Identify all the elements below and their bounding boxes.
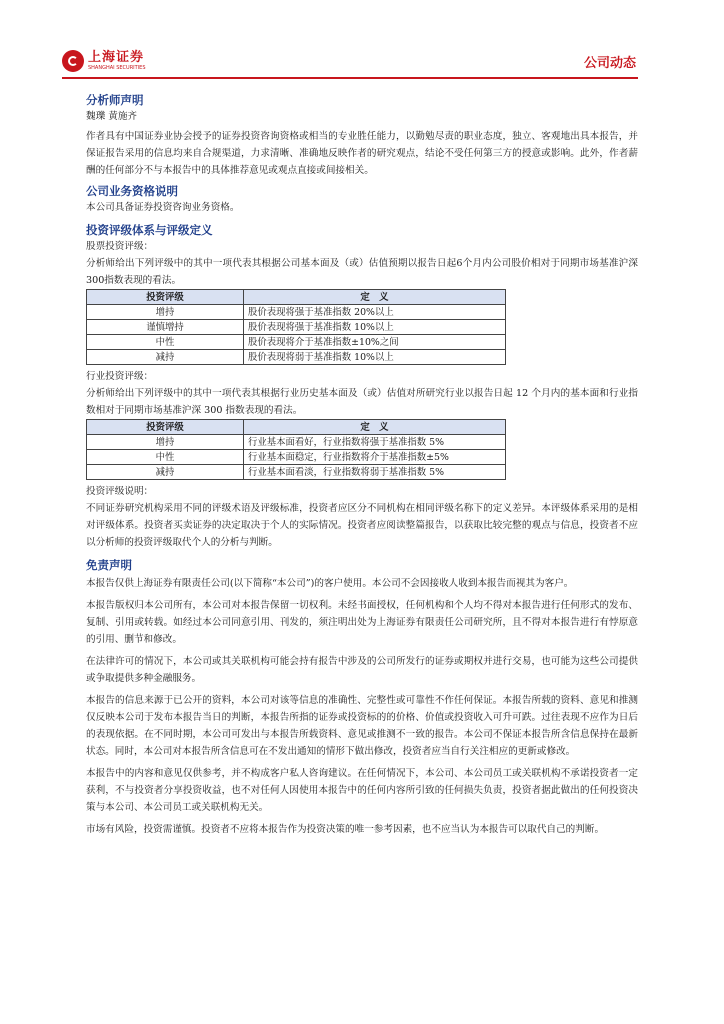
industry-rating-label: 行业投资评级： (86, 371, 154, 382)
table-header-rating: 投资评级 (87, 290, 244, 305)
disclaimer-paragraph: 本报告中的内容和意见仅供参考，并不构成客户私人咨询建议。在任何情况下，本公司、本公司员工或关联机构不承诺投资者一定获利，不与投资者分享投资收益，也不对任何人因使用本报告中的任何内容所引致的任何损失负责，投资者据此做出的任何投资决策与本公司、本公司员工或关联机构无关。 (86, 768, 638, 813)
disclaimer-paragraph: 本报告仅供上海证券有限责任公司(以下简称“本公司”)的客户使用。本公司不会因接收人收到本报告而视其为客户。 (86, 578, 574, 589)
rating-system-heading: 投资评级体系与评级定义 (86, 223, 213, 237)
qualification-heading: 公司业务资格说明 (86, 184, 178, 198)
table-row (87, 465, 506, 480)
stock-rating-table (86, 289, 506, 365)
qualification-text: 本公司具备证券投资咨询业务资格。 (86, 202, 240, 213)
analyst-names: 魏瓅 黄施齐 (86, 111, 138, 122)
rating-cell: 减持 (87, 350, 244, 365)
definition-cell: 股价表现将强于基准指数 20%以上 (244, 305, 506, 320)
definition-cell: 行业基本面看好，行业指数将强于基准指数 5% (244, 435, 506, 450)
rating-cell: 中性 (87, 335, 244, 350)
analyst-statement-heading: 分析师声明 (86, 93, 144, 107)
disclaimer-paragraph: 在法律许可的情况下，本公司或其关联机构可能会持有报告中涉及的公司所发行的证券或期权并进行交易，也可能为这些公司提供或争取提供多种金融服务。 (86, 656, 638, 684)
rating-cell: 增持 (87, 305, 244, 320)
industry-rating-text: 分析师给出下列评级中的其中一项代表其根据行业历史基本面及（或）估值对所研究行业以报告日起 12 个月内的基本面和行业指数相对于同期市场基准沪深 300 指数表现的看法。 (86, 388, 638, 416)
logo-name-en: SHANGHAI SECURITIES (88, 64, 146, 71)
section-title: 公司动态 (583, 56, 636, 71)
stock-rating-label: 股票投资评级： (86, 241, 154, 252)
company-logo (62, 46, 146, 76)
definition-cell: 股价表现将强于基准指数 10%以上 (244, 320, 506, 335)
page-header (62, 46, 638, 80)
logo-emblem-icon (62, 50, 84, 72)
table-row (87, 350, 506, 365)
rating-cell: 谨慎增持 (87, 320, 244, 335)
table-row (87, 320, 506, 335)
disclaimer-heading: 免责声明 (86, 558, 132, 572)
table-row (87, 335, 506, 350)
definition-cell: 股价表现将介于基准指数±10%之间 (244, 335, 506, 350)
table-row (87, 450, 506, 465)
table-header-definition: 定 义 (244, 290, 506, 305)
stock-rating-text: 分析师给出下列评级中的其中一项代表其根据公司基本面及（或）估值预期以报告日起6个月内公司股价相对于同期市场基准沪深300指数表现的看法。 (86, 258, 638, 286)
table-row (87, 435, 506, 450)
disclaimer-paragraph: 本报告的信息来源于已公开的资料，本公司对该等信息的准确性、完整性或可靠性不作任何保证。本报告所载的资料、意见和推测仅反映本公司于发布本报告当日的判断，本报告所指的证券或投资标的的价格、价值或投资收入可升可跌。过往表现不应作为日后的表现依据。在不同时期，本公司可发出与本报告所载资料、意见或推测不一致的报告。本公司不保证本报告所含信息保持在最新状态。同时，本公司对本报告所含信息可在不发出通知的情形下做出修改，投资者应当自行关注相应的更新或修改。 (86, 695, 638, 757)
report-body (86, 92, 638, 838)
definition-cell: 股价表现将弱于基准指数 10%以上 (244, 350, 506, 365)
analyst-statement-text: 作者具有中国证券业协会授予的证券投资咨询资格或相当的专业胜任能力，以勤勉尽责的职业态度，独立、客观地出具本报告，并保证报告采用的信息均来自合规渠道，力求清晰、准确地反映作者的研究观点，结论不受任何第三方的授意或影响。此外，作者薪酬的任何部分不与本报告中的具体推荐意见或观点直接或间接相关。 (86, 131, 638, 176)
disclaimer-paragraph: 本报告版权归本公司所有，本公司对本报告保留一切权利。未经书面授权，任何机构和个人均不得对本报告进行任何形式的发布、复制、引用或转载。如经过本公司同意引用、刊发的，须注明出处为上海证券有限责任公司研究所，且不得对本报告进行有悖原意的引用、删节和修改。 (86, 600, 638, 645)
rating-cell: 增持 (87, 435, 244, 450)
header-divider (62, 77, 638, 79)
rating-note-text: 不同证券研究机构采用不同的评级术语及评级标准，投资者应区分不同机构在相同评级名称下的定义差异。本评级体系采用的是相对评级体系。投资者买卖证券的决定取决于个人的实际情况。投资者应阅读整篇报告，以获取比较完整的观点与信息，投资者不应以分析师的投资评级取代个人的分析与判断。 (86, 503, 638, 548)
industry-rating-table (86, 419, 506, 480)
table-header-definition: 定 义 (244, 420, 506, 435)
table-header-rating: 投资评级 (87, 420, 244, 435)
table-row (87, 305, 506, 320)
rating-cell: 中性 (87, 450, 244, 465)
definition-cell: 行业基本面看淡，行业指数将弱于基准指数 5% (244, 465, 506, 480)
disclaimer-paragraph: 市场有风险，投资需谨慎。投资者不应将本报告作为投资决策的唯一参考因素，也不应当认为本报告可以取代自己的判断。 (86, 824, 605, 835)
rating-cell: 减持 (87, 465, 244, 480)
definition-cell: 行业基本面稳定，行业指数将介于基准指数±5% (244, 450, 506, 465)
logo-name-cn: 上海证券 (88, 49, 145, 65)
rating-note-label: 投资评级说明： (86, 486, 154, 497)
